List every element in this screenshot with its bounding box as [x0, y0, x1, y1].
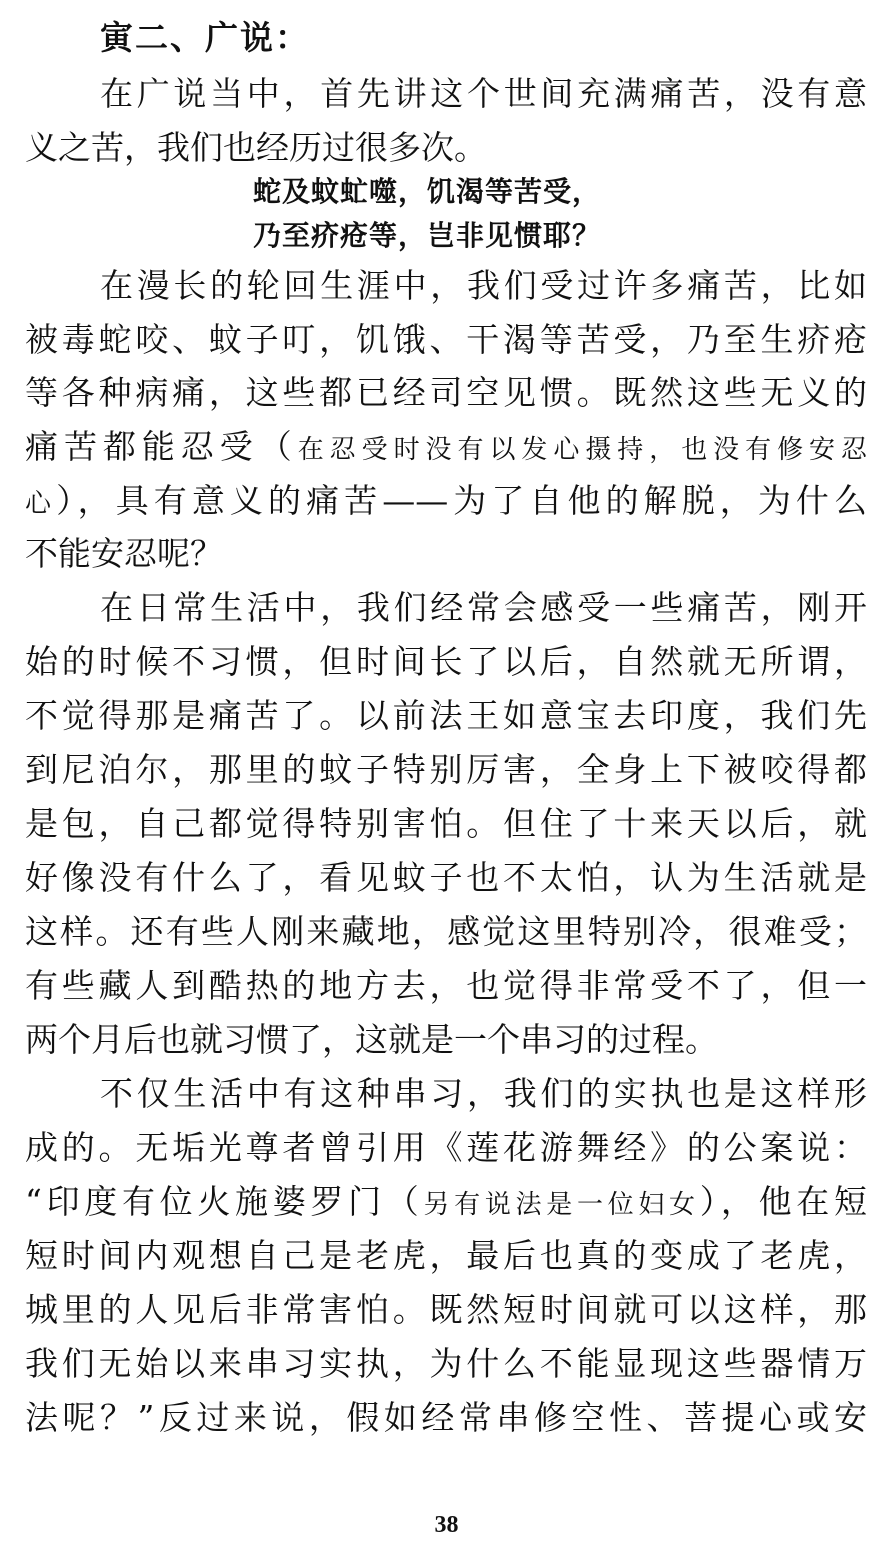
inline-note: 在忍受时没有以发心摄持，也没有修安忍	[297, 435, 867, 465]
text-line: 到尼泊尔，那里的蚊子特别厉害，全身上下被咬得都	[25, 750, 867, 789]
text-line: 成的。无垢光尊者曾引用《莲花游舞经》的公案说：	[25, 1128, 867, 1167]
text-line: 法呢？”反过来说，假如经常串修空性、菩提心或安	[25, 1398, 867, 1437]
text-line: 在日常生活中，我们经常会感受一些痛苦，刚开	[100, 588, 867, 627]
text-line: 这样。还有些人刚来藏地，感觉这里特别冷，很难受；	[25, 912, 867, 951]
text-line: 在广说当中，首先讲这个世间充满痛苦，没有意	[100, 74, 867, 113]
text-line: 不觉得那是痛苦了。以前法王如意宝去印度，我们先	[25, 696, 867, 735]
text-line: 我们无始以来串习实执，为什么不能显现这些器情万	[25, 1344, 867, 1383]
text-line: 是包，自己都觉得特别害怕。但住了十来天以后，就	[25, 804, 867, 843]
text-span: ），他在短	[699, 1182, 867, 1221]
text-line: 好像没有什么了，看见蚊子也不太怕，认为生活就是	[25, 858, 867, 897]
text-line: 等各种病痛，这些都已经司空见惯。既然这些无义的	[25, 373, 867, 412]
text-line: 不仅生活中有这种串习，我们的实执也是这样形	[100, 1074, 867, 1113]
text-line: 两个月后也就习惯了，这就是一个串习的过程。	[25, 1020, 718, 1059]
page-number: 38	[434, 1512, 459, 1538]
text-line: 被毒蛇咬、蚊子叮，饥饿、干渴等苦受，乃至生疥疮	[25, 320, 867, 359]
text-line: 始的时候不习惯，但时间长了以后，自然就无所谓，	[25, 642, 867, 681]
inline-note: 另有说法是一位妇女	[423, 1190, 700, 1220]
text-line	[25, 1182, 867, 1225]
text-line: 义之苦，我们也经历过很多次。	[25, 128, 487, 167]
text-line: 在漫长的轮回生涯中，我们受过许多痛苦，比如	[100, 266, 867, 305]
text-line: 有些藏人到酷热的地方去，也觉得非常受不了，但一	[25, 966, 867, 1005]
text-span: “印度有位火施婆罗门（	[25, 1182, 424, 1221]
verse-line: 蛇及蚊虻噬，饥渴等苦受，	[253, 175, 602, 208]
text-line	[25, 481, 867, 524]
text-line: 短时间内观想自己是老虎，最后也真的变成了老虎，	[25, 1236, 867, 1275]
text-span: 痛苦都能忍受（	[25, 427, 298, 466]
verse-line: 乃至疥疮等，岂非见惯耶？	[253, 219, 602, 252]
section-heading: 寅二、广说：	[100, 18, 310, 57]
inline-note: 心	[25, 489, 57, 519]
text-line	[25, 427, 867, 470]
text-span: ），具有意义的痛苦——为了自他的解脱，为什么	[56, 481, 867, 520]
text-line: 城里的人见后非常害怕。既然短时间就可以这样，那	[25, 1290, 867, 1329]
text-line: 不能安忍呢？	[25, 534, 223, 573]
